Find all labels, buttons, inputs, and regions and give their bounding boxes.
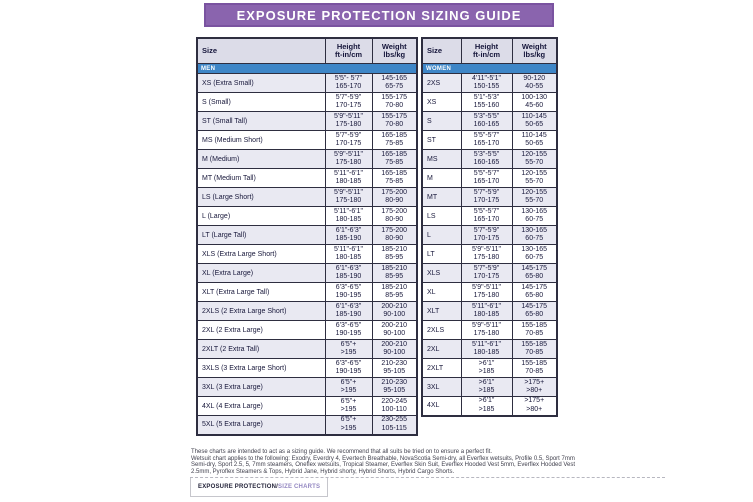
- height-cell: 5'7"-5'9" 170-175: [461, 226, 512, 245]
- women-height-column-header: [461, 38, 512, 64]
- size-cell: XLS (Extra Large Short): [197, 245, 325, 264]
- size-cell: 2XL (2 Extra Large): [197, 321, 325, 340]
- men-height-column-header: [325, 38, 372, 64]
- women-band-row: [422, 64, 557, 74]
- size-cell: 4XL: [422, 397, 461, 416]
- table-row: [197, 340, 417, 359]
- weight-cell: 185-210 85-95: [372, 245, 417, 264]
- weight-cell: 145-165 65-75: [372, 74, 417, 93]
- table-row: [197, 150, 417, 169]
- size-cell: MS: [422, 150, 461, 169]
- size-cell: XLT: [422, 302, 461, 321]
- table-row: [422, 93, 557, 112]
- weight-cell: 165-185 75-85: [372, 131, 417, 150]
- weight-cell: >175+ >80+: [512, 378, 557, 397]
- weight-cell: 90-120 40-55: [512, 74, 557, 93]
- table-row: [422, 131, 557, 150]
- height-cell: 5'7"-5'9" 170-175: [461, 264, 512, 283]
- size-cell: ST (Small Tall): [197, 112, 325, 131]
- table-row: [422, 283, 557, 302]
- weight-cell: 155-185 70-85: [512, 321, 557, 340]
- weight-cell: 165-185 75-85: [372, 150, 417, 169]
- height-cell: 5'11"-6'1" 180-185: [461, 340, 512, 359]
- men-header-row: [197, 38, 417, 64]
- table-row: [197, 188, 417, 207]
- table-row: [422, 207, 557, 226]
- height-cell: 5'5"- 5'7" 165-170: [325, 74, 372, 93]
- weight-cell: 120-155 55-70: [512, 150, 557, 169]
- footer-line-2: Wetsuit chart applies to the following: Exodry, Everdry 4, Evertech Breathable, NovaScotia Semi-dry, all Everflex wetsuits, Profile 0.5, Sport 7mm Semi-dry, Sport 2.5, 5, 7mm steamers, Oneflex wetsuits, Tropical Steamer, Everflex Skin Suit, Everflex Hooded Vest 5mm, Everflex Hooded Vest 2.5mm, Pyroflex Steamers & Tops, Hybrid Jane, Hybrid shorty, Hybrid Shorts, Hybrid Cargo Shorts.: [191, 455, 576, 475]
- size-cell: LT (Large Tall): [197, 226, 325, 245]
- men-band-row: [197, 64, 417, 74]
- weight-cell: 185-210 85-95: [372, 283, 417, 302]
- weight-cell: 175-200 80-90: [372, 207, 417, 226]
- height-cell: 5'3"-5'5" 160-165: [461, 112, 512, 131]
- weight-cell: 100-130 45-60: [512, 93, 557, 112]
- size-cell: XL (Extra Large): [197, 264, 325, 283]
- height-units: ft-in/cm: [334, 50, 363, 59]
- weight-cell: 210-230 95-105: [372, 359, 417, 378]
- table-row: [422, 74, 557, 93]
- height-cell: 6'1"-6'3" 185-190: [325, 302, 372, 321]
- men-band-label: MEN: [197, 64, 417, 74]
- size-cell: 2XLT: [422, 359, 461, 378]
- table-row: [422, 359, 557, 378]
- size-cell: S (Small): [197, 93, 325, 112]
- size-cell: LT: [422, 245, 461, 264]
- weight-cell: 230-255 105-115: [372, 416, 417, 435]
- page-title: EXPOSURE PROTECTION SIZING GUIDE: [204, 3, 554, 27]
- height-units: ft-in/cm: [472, 50, 501, 59]
- table-row: [197, 302, 417, 321]
- weight-cell: 145-175 65-80: [512, 283, 557, 302]
- size-cell: LS (Large Short): [197, 188, 325, 207]
- size-cell: LS: [422, 207, 461, 226]
- table-row: [422, 378, 557, 397]
- weight-cell: 175-200 80-90: [372, 226, 417, 245]
- height-label: Height: [336, 41, 361, 51]
- women-band-label: WOMEN: [422, 64, 557, 74]
- height-cell: >6'1" >185: [461, 378, 512, 397]
- table-row: [422, 188, 557, 207]
- weight-cell: 110-145 50-65: [512, 131, 557, 150]
- weight-cell: >175+ >80+: [512, 397, 557, 416]
- women-size-table: [421, 37, 558, 417]
- height-cell: 5'5"-5'7" 165-170: [461, 131, 512, 150]
- table-row: [197, 169, 417, 188]
- height-cell: 5'3"-5'5" 160-165: [461, 150, 512, 169]
- table-row: [197, 112, 417, 131]
- size-cell: XL: [422, 283, 461, 302]
- height-cell: 5'9"-5'11" 175-180: [325, 150, 372, 169]
- tab-label-primary: EXPOSURE PROTECTION/: [198, 484, 279, 490]
- size-cell: 2XLT (2 Extra Tall): [197, 340, 325, 359]
- weight-units: lbs/kg: [383, 50, 406, 59]
- weight-cell: 200-210 90-100: [372, 321, 417, 340]
- table-row: [422, 264, 557, 283]
- size-cell: M (Medium): [197, 150, 325, 169]
- height-cell: 5'9"-5'11" 175-180: [461, 283, 512, 302]
- table-row: [197, 416, 417, 435]
- height-cell: 6'3"-6'5" 190-195: [325, 321, 372, 340]
- men-size-table: [196, 37, 418, 436]
- weight-cell: 200-210 90-100: [372, 302, 417, 321]
- size-charts-tab[interactable]: [190, 478, 328, 497]
- table-row: [197, 93, 417, 112]
- size-cell: MS (Medium Short): [197, 131, 325, 150]
- table-row: [422, 226, 557, 245]
- size-cell: 2XLS: [422, 321, 461, 340]
- weight-cell: 155-175 70-80: [372, 93, 417, 112]
- table-row: [197, 264, 417, 283]
- size-cell: S: [422, 112, 461, 131]
- table-row: [197, 131, 417, 150]
- height-cell: 6'5"+ >195: [325, 397, 372, 416]
- women-size-column-header: Size: [422, 38, 461, 64]
- height-cell: 4'11"-5'1" 150-155: [461, 74, 512, 93]
- weight-units: lbs/kg: [523, 50, 546, 59]
- size-cell: 2XS: [422, 74, 461, 93]
- height-cell: 5'5"-5'7" 165-170: [461, 169, 512, 188]
- height-cell: 5'7"-5'9" 170-175: [325, 131, 372, 150]
- weight-cell: 120-155 55-70: [512, 188, 557, 207]
- men-size-column-header: Size: [197, 38, 325, 64]
- footer-line-1: These charts are intended to act as a sizing guide. We recommend that all suits be tried on to ensure a perfect fit.: [191, 449, 493, 455]
- table-row: [197, 207, 417, 226]
- weight-cell: 175-200 80-90: [372, 188, 417, 207]
- table-row: [197, 283, 417, 302]
- table-row: [422, 340, 557, 359]
- size-cell: L: [422, 226, 461, 245]
- weight-cell: 200-210 90-100: [372, 340, 417, 359]
- size-cell: ST: [422, 131, 461, 150]
- footer-note: [191, 449, 577, 475]
- weight-label: Weight: [521, 41, 547, 51]
- size-cell: 2XL: [422, 340, 461, 359]
- weight-label: Weight: [381, 41, 407, 51]
- height-cell: 6'3"-6'5" 190-195: [325, 359, 372, 378]
- table-row: [422, 321, 557, 340]
- height-cell: 6'1"-6'3" 185-190: [325, 226, 372, 245]
- height-cell: 5'9"-5'11" 175-180: [461, 321, 512, 340]
- height-cell: 5'1"-5'3" 155-160: [461, 93, 512, 112]
- height-cell: 5'9"-5'11" 175-180: [325, 188, 372, 207]
- height-cell: >6'1" >185: [461, 359, 512, 378]
- weight-cell: 145-175 65-80: [512, 302, 557, 321]
- table-row: [422, 169, 557, 188]
- size-cell: XS (Extra Small): [197, 74, 325, 93]
- size-cell: XS: [422, 93, 461, 112]
- table-row: [197, 397, 417, 416]
- height-cell: >6'1" >185: [461, 397, 512, 416]
- weight-cell: 130-165 60-75: [512, 245, 557, 264]
- weight-cell: 210-230 95-105: [372, 378, 417, 397]
- weight-cell: 110-145 50-65: [512, 112, 557, 131]
- women-header-row: [422, 38, 557, 64]
- size-cell: MT: [422, 188, 461, 207]
- height-cell: 6'3"-6'5" 190-195: [325, 283, 372, 302]
- size-cell: 2XLS (2 Extra Large Short): [197, 302, 325, 321]
- table-row: [197, 359, 417, 378]
- men-weight-column-header: [372, 38, 417, 64]
- weight-cell: 130-165 60-75: [512, 226, 557, 245]
- weight-cell: 155-175 70-80: [372, 112, 417, 131]
- size-cell: L (Large): [197, 207, 325, 226]
- table-row: [422, 302, 557, 321]
- table-row: [197, 321, 417, 340]
- table-row: [422, 245, 557, 264]
- size-cell: M: [422, 169, 461, 188]
- table-row: [422, 112, 557, 131]
- size-cell: 5XL (5 Extra Large): [197, 416, 325, 435]
- table-row: [197, 74, 417, 93]
- height-cell: 6'5"+ >195: [325, 340, 372, 359]
- size-cell: MT (Medium Tall): [197, 169, 325, 188]
- weight-cell: 155-185 70-85: [512, 340, 557, 359]
- height-cell: 6'1"-6'3" 185-190: [325, 264, 372, 283]
- height-cell: 5'11"-6'1" 180-185: [325, 245, 372, 264]
- weight-cell: 120-155 55-70: [512, 169, 557, 188]
- women-weight-column-header: [512, 38, 557, 64]
- size-cell: XLS: [422, 264, 461, 283]
- weight-cell: 145-175 65-80: [512, 264, 557, 283]
- table-row: [422, 150, 557, 169]
- table-row: [197, 226, 417, 245]
- size-cell: 3XL: [422, 378, 461, 397]
- table-row: [197, 245, 417, 264]
- height-cell: 5'7"-5'9" 170-175: [461, 188, 512, 207]
- height-label: Height: [474, 41, 499, 51]
- size-cell: 3XLS (3 Extra Large Short): [197, 359, 325, 378]
- height-cell: 6'5"+ >195: [325, 416, 372, 435]
- table-row: [197, 378, 417, 397]
- height-cell: 5'9"-5'11" 175-180: [461, 245, 512, 264]
- height-cell: 5'11"-6'1" 180-185: [325, 207, 372, 226]
- size-cell: XLT (Extra Large Tall): [197, 283, 325, 302]
- height-cell: 5'11"-6'1" 180-185: [325, 169, 372, 188]
- size-cell: 4XL (4 Extra Large): [197, 397, 325, 416]
- height-cell: 5'7"-5'9" 170-175: [325, 93, 372, 112]
- height-cell: 5'11"-6'1" 180-185: [461, 302, 512, 321]
- table-row: [422, 397, 557, 416]
- weight-cell: 220-245 100-110: [372, 397, 417, 416]
- weight-cell: 165-185 75-85: [372, 169, 417, 188]
- height-cell: 6'5"+ >195: [325, 378, 372, 397]
- weight-cell: 130-165 60-75: [512, 207, 557, 226]
- height-cell: 5'5"-5'7" 165-170: [461, 207, 512, 226]
- size-cell: 3XL (3 Extra Large): [197, 378, 325, 397]
- weight-cell: 185-210 85-95: [372, 264, 417, 283]
- height-cell: 5'9"-5'11" 175-180: [325, 112, 372, 131]
- tab-label-accent: SIZE CHARTS: [278, 484, 321, 490]
- weight-cell: 155-185 70-85: [512, 359, 557, 378]
